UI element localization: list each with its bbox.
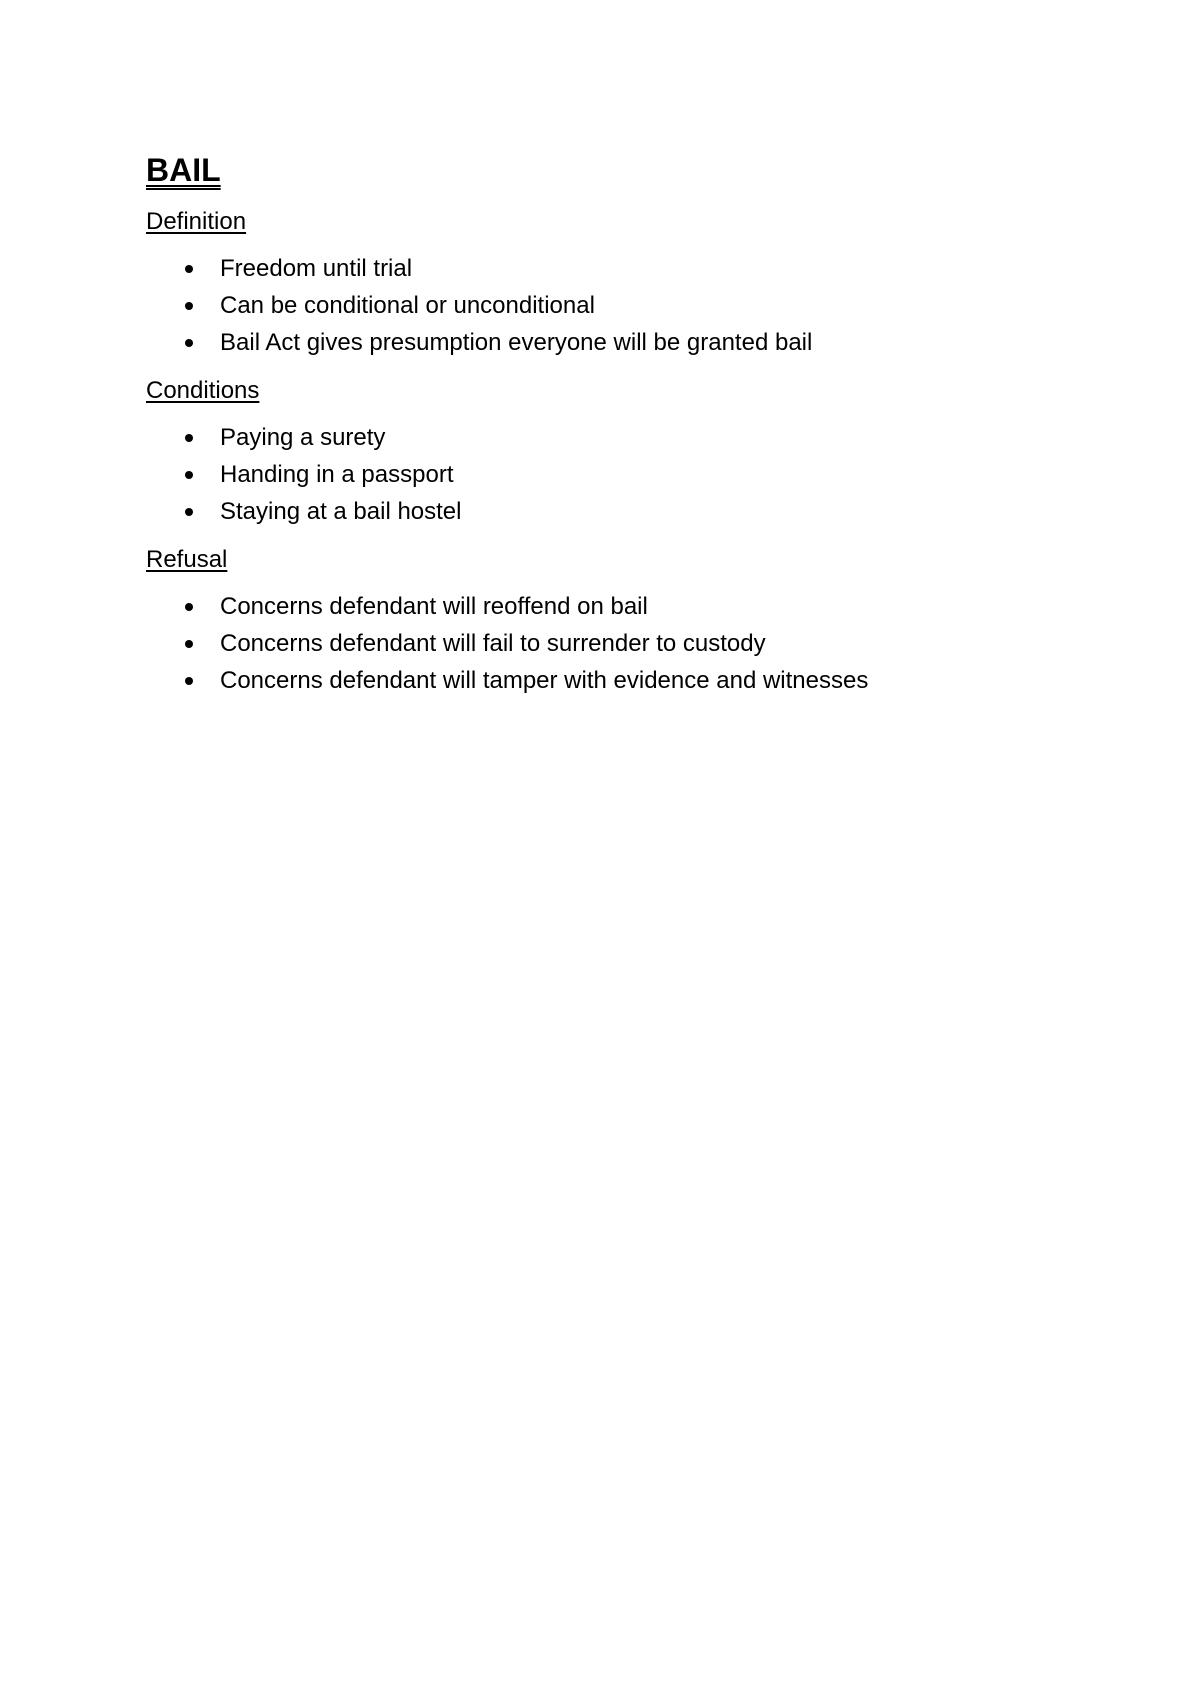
list-item <box>146 324 1106 361</box>
bullet-icon <box>185 339 193 347</box>
section-heading-definition: Definition <box>146 208 247 235</box>
section-conditions <box>146 375 1106 530</box>
bullet-list-conditions <box>146 419 1106 530</box>
section-definition <box>146 206 1106 361</box>
list-item <box>146 662 1106 699</box>
document-body <box>146 150 1106 713</box>
bullet-list-refusal <box>146 588 1106 699</box>
list-item-text: Bail Act gives presumption everyone will be granted bail <box>220 329 813 356</box>
bullet-icon <box>185 302 193 310</box>
section-heading-conditions: Conditions <box>146 377 260 404</box>
document-title: BAIL <box>146 152 221 188</box>
list-item-text: Concerns defendant will tamper with evidence and witnesses <box>220 667 869 694</box>
list-item-text: Paying a surety <box>220 424 386 451</box>
bullet-icon <box>185 603 193 611</box>
list-item-text: Can be conditional or unconditional <box>220 292 595 319</box>
bullet-icon <box>185 471 193 479</box>
list-item <box>146 419 1106 456</box>
bullet-list-definition <box>146 250 1106 361</box>
bullet-icon <box>185 508 193 516</box>
list-item-text: Handing in a passport <box>220 461 454 488</box>
bullet-icon <box>185 640 193 648</box>
list-item <box>146 287 1106 324</box>
list-item <box>146 625 1106 662</box>
bullet-icon <box>185 434 193 442</box>
list-item <box>146 493 1106 530</box>
list-item <box>146 588 1106 625</box>
bullet-icon <box>185 265 193 273</box>
list-item-text: Freedom until trial <box>220 255 413 282</box>
list-item <box>146 456 1106 493</box>
list-item-text: Staying at a bail hostel <box>220 498 462 525</box>
section-refusal <box>146 544 1106 699</box>
section-heading-refusal: Refusal <box>146 546 228 573</box>
bullet-icon <box>185 677 193 685</box>
list-item-text: Concerns defendant will fail to surrender to custody <box>220 630 766 657</box>
list-item <box>146 250 1106 287</box>
list-item-text: Concerns defendant will reoffend on bail <box>220 593 648 620</box>
